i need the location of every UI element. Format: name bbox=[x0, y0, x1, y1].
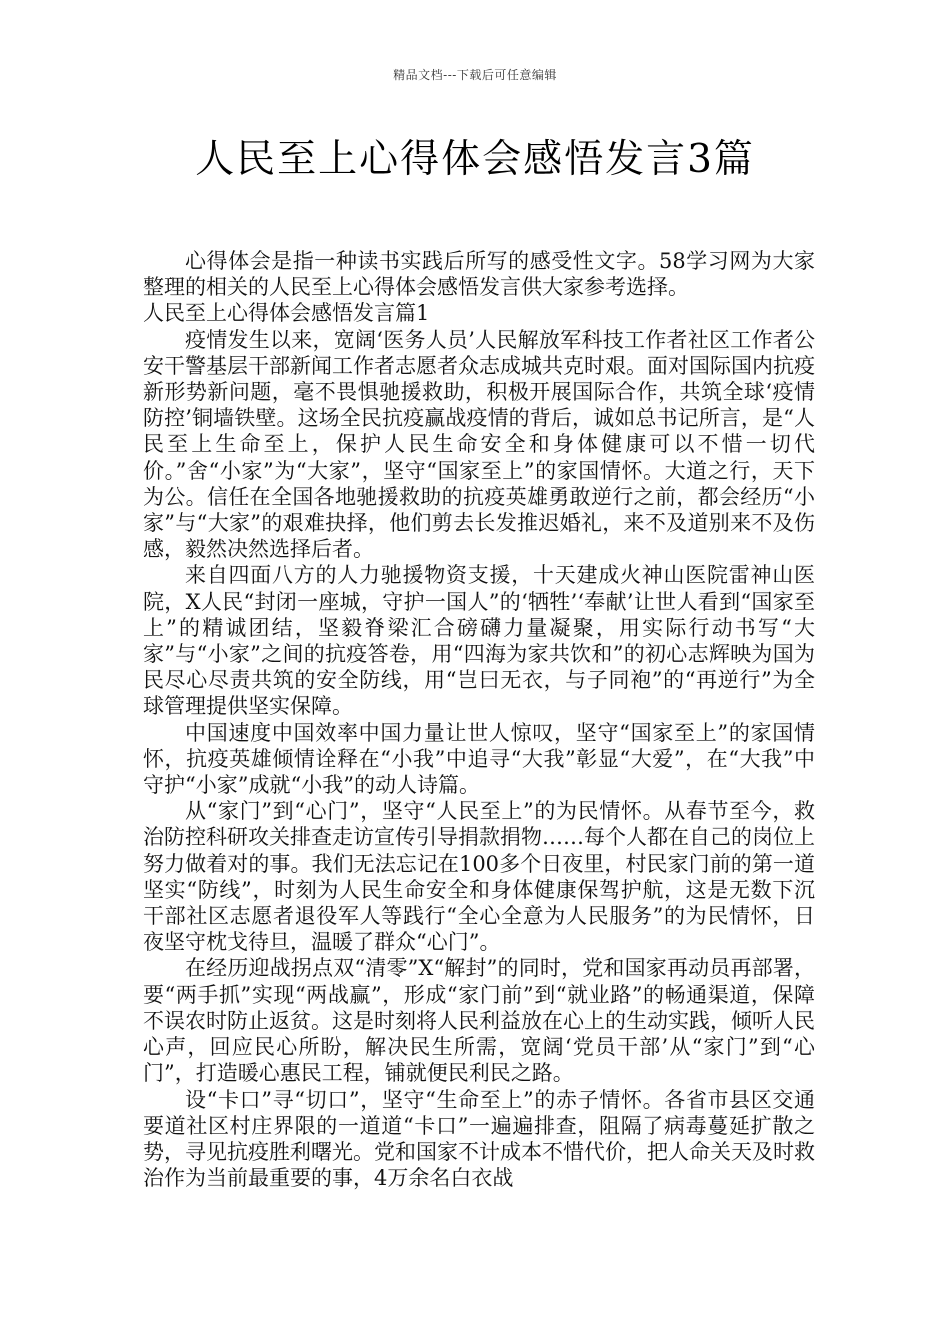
header-note: 精品文档---下载后可任意编辑 bbox=[393, 68, 557, 82]
body-paragraph: 疫情发生以来，宽阔‘医务人员’人民解放军科技工作者社区工作者公安干警基层干部新闻工作者志愿者众志成城共克时艰。面对国际国内抗疫新形势新问题，毫不畏惧驰援救助，积极开展国际合作，共筑全球‘疫情防控’铜墙铁壁。这场全民抗疫赢战疫情的背后，诚如总书记所言，是“人民至上生命至上，保护人民生命安全和身体健康可以不惜一切代价。”舍“小家”为“大家”，坚守“国家至上”的家国情怀。大道之行，天下为公。信任在全国各地驰援救助的抗疫英雄勇敢逆行之前，都会经历“小家”与“大家”的艰难抉择，他们剪去长发推迟婚礼，来不及道别来不及伤感，毅然决然选择后者。 bbox=[143, 327, 815, 562]
document-title: 人民至上心得体会感悟发言3篇 bbox=[195, 137, 755, 182]
body-paragraph: 设“卡口”寻“切口”，坚守“生命至上”的赤子情怀。各省市县区交通要道社区村庄界限的一道道“卡口”一遍遍排查，阻隔了病毒蔓延扩散之势，寻见抗疫胜利曙光。党和国家不计成本不惜代价，把人命关天及时救治作为当前最重要的事，4万余名白衣战 bbox=[143, 1087, 815, 1191]
body-paragraph: 来自四面八方的人力驰援物资支援，十天建成火神山医院雷神山医院，X人民“封闭一座城，守护一国人”的‘牺牲’‘奉献’让世人看到“国家至上”的精诚团结，坚毅脊梁汇合磅礴力量凝聚，用实际行动书写“大家”与“小家”之间的抗疫答卷，用“四海为家共饮和”的初心志辉映为国为民尽心尽责共筑的安全防线，用“岂曰无衣，与子同袍”的“再逆行”为全球管理提供坚实保障。 bbox=[143, 563, 815, 719]
body-paragraph: 从“家门”到“心门”，坚守“人民至上”的为民情怀。从春节至今，救治防控科研攻关排查走访宣传引导捐款捐物……每个人都在自己的岗位上努力做着对的事。我们无法忘记在100多个日夜里，村民家门前的第一道坚实“防线”，时刻为人民生命安全和身体健康保驾护航，这是无数下沉干部社区志愿者退役军人等践行“全心全意为人民服务”的为民情怀，日夜坚守枕戈待旦，温暖了群众“心门”。 bbox=[143, 799, 815, 955]
body-paragraph: 在经历迎战拐点双“清零”X“解封”的同时，党和国家再动员再部署，要“两手抓”实现“两战赢”，形成“家门前”到“就业路”的畅通渠道，保障不误农时防止返贫。这是时刻将人民利益放在心上的生动实践，倾听人民心声，回应民心所盼，解决民生所需，宽阔‘党员干部’从“家门”到“心门”，打造暖心惠民工程，铺就便民利民之路。 bbox=[143, 956, 815, 1086]
intro-paragraph: 心得体会是指一种读书实践后所写的感受性文字。58学习网为大家整理的相关的人民至上心得体会感悟发言供大家参考选择。 bbox=[143, 249, 815, 300]
document-body bbox=[143, 248, 815, 1191]
body-paragraph: 中国速度中国效率中国力量让世人惊叹，坚守“国家至上”的家国情怀，抗疫英雄倾情诠释在“小我”中追寻“大我”彰显“大爱”，在“大我”中守护“小家”成就“小我”的动人诗篇。 bbox=[143, 720, 815, 798]
section-heading: 人民至上心得体会感悟发言篇1 bbox=[143, 301, 430, 326]
